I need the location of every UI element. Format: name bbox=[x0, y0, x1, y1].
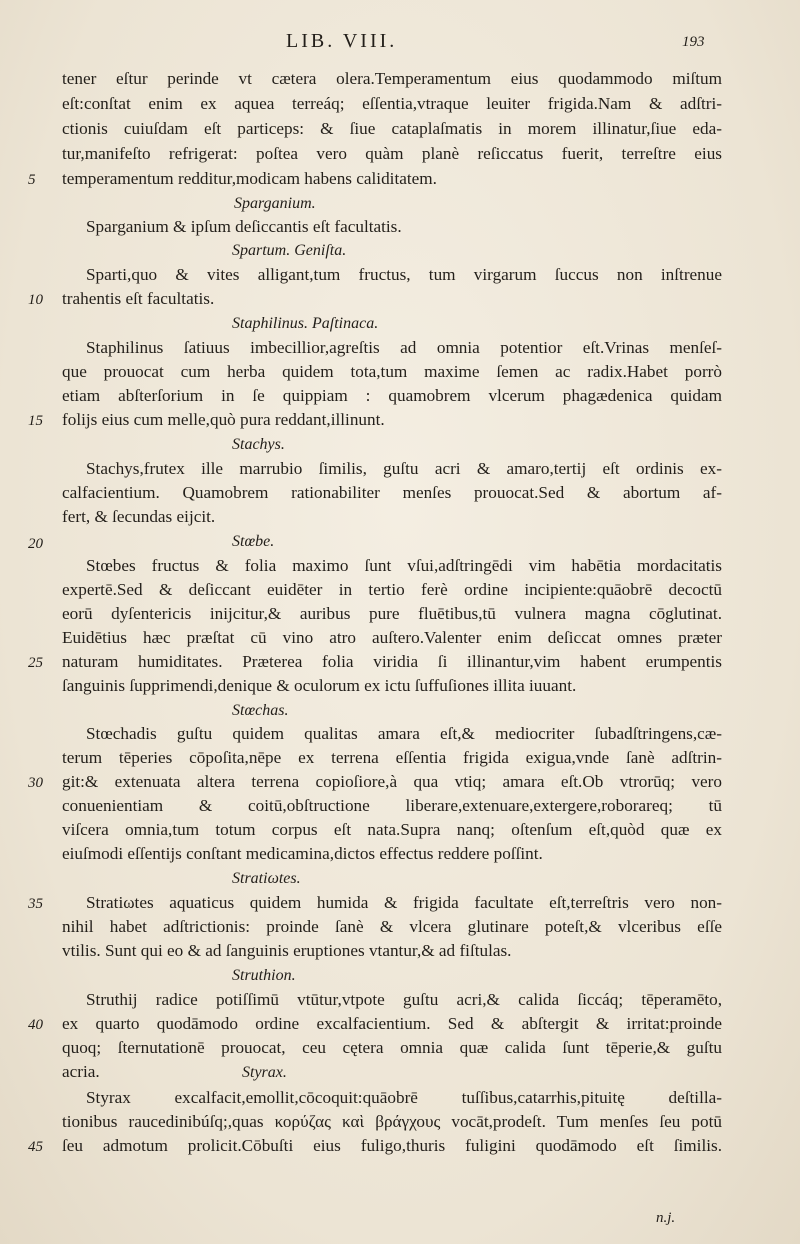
text-line: fert, & ſecundas eijcit. bbox=[62, 507, 216, 526]
text-line: git:& extenuata altera terrena copioſiore,à qua vtiq; amara eſt.Ob vtrorūq; vero bbox=[62, 772, 722, 791]
text-line: Struthij radice potiſſimū vtūtur,vtpote guſtu acri,& calida ſiccáq; tēperamēto, bbox=[86, 990, 722, 1009]
catchword: n.j. bbox=[656, 1210, 676, 1226]
text-line: etiam abſterſorium in ſe quippiam : quamobrem vlcerum phagædenica quidam bbox=[62, 386, 722, 405]
text-line: conuenientiam & coitū,obſtructione liberare,extenuare,extergere,roborareq; tū bbox=[62, 796, 722, 815]
text-line: tur,manifeſto refrigerat: poſtea vero quàm planè reſiccatus fuerit, terreſtre eius bbox=[62, 144, 722, 163]
entry-heading: Spartum. Geniſta. bbox=[232, 242, 347, 259]
page-number: 193 bbox=[682, 34, 705, 50]
text-line: calfacientium. Quamobrem rationabiliter menſes prouocat.Sed & abortum af- bbox=[62, 483, 722, 502]
text-line: eſt:conſtat enim ex aquea terreáq; eſſentia,vtraque leuiter frigida.Nam & adſtri- bbox=[62, 94, 722, 113]
text-line: expertē.Sed & deſiccant euidēter in tertio ferè ordine incipiente:quāobrē decoctū bbox=[62, 580, 722, 599]
text-line: tener eſtur perinde vt cætera olera.Temperamentum eius quodammodo miſtum bbox=[62, 69, 722, 88]
line-number: 15 bbox=[28, 413, 43, 429]
text-line: eorū dyſentericis inijcitur,& auribus pure fluētibus,tū vulnera magna cōglutinat. bbox=[62, 604, 722, 623]
entry-heading: Stachys. bbox=[232, 436, 285, 453]
text-line: eiuſmodi eſſentijs conſtant medicamina,dictos effectus reddere poſſint. bbox=[62, 844, 543, 863]
entry-heading: Stratiωtes. bbox=[232, 870, 301, 887]
text-line: Stachys,frutex ille marrubio ſimilis, guſtu acri & amaro,tertij eſt ordinis ex- bbox=[86, 459, 722, 478]
text-line: nihil habet adſtrictionis: proinde ſanè & vlcera glutinare poteſt,& vlceribus eſſe bbox=[62, 917, 722, 936]
page-header bbox=[0, 30, 800, 56]
text-line: folijs eius cum melle,quò pura reddant,illinunt. bbox=[62, 410, 385, 429]
text-line: ex quarto quodāmodo ordine excalfacientium. Sed & abſtergit & irritat:proinde bbox=[62, 1014, 722, 1033]
text-line: ctionis cuiuſdam eſt particeps: & ſiue cataplaſmatis in morem illinatur,ſiue eda- bbox=[62, 119, 722, 138]
text-line: quoq; ſternutationē prouocat, ceu cętera omnia quæ calida ſunt tēperie,& guſtu bbox=[62, 1038, 722, 1057]
text-line: ſanguinis ſupprimendi,denique & oculorum ex ictu ſuffuſiones illita iuuant. bbox=[62, 676, 577, 695]
text-line: que prouocat cum herba quidem tota,tum maxime ſemen ac radix.Habet porrò bbox=[62, 362, 722, 381]
text-line: Staphilinus ſatiuus imbecillior,agreſtis ad omnia potentior eſt.Vrinas menſeſ- bbox=[86, 338, 722, 357]
entry-heading: Sparganium. bbox=[234, 195, 316, 212]
entry-heading: Stœchas. bbox=[232, 702, 289, 719]
text-line: ſeu admotum prolicit.Cōbuſti eius fuligo,thuris fuligini quodāmodo eſt ſimilis. bbox=[62, 1136, 722, 1155]
text-line: temperamentum redditur,modicam habens caliditatem. bbox=[62, 169, 437, 188]
text-line: vtilis. Sunt qui eo & ad ſanguinis eruptiones vtantur,& ad fiſtulas. bbox=[62, 941, 512, 960]
text-line: Sparti,quo & vites alligant,tum fructus, tum virgarum ſuccus non inſtrenue bbox=[86, 265, 722, 284]
text-line: tionibus raucedinibúſq;,quas κορύζας καὶ βράγχους vocāt,prodeſt. Tum menſes ſeu potū bbox=[62, 1112, 722, 1131]
text-line: Stratiωtes aquaticus quidem humida & frigida facultate eſt,terreſtris vero non- bbox=[86, 893, 722, 912]
entry-heading: Staphilinus. Paſtinaca. bbox=[232, 315, 379, 332]
text-line: Sparganium & ipſum deſiccantis eſt facultatis. bbox=[86, 217, 402, 236]
entry-heading: Styrax. bbox=[242, 1064, 287, 1081]
line-number: 30 bbox=[28, 775, 43, 791]
line-number: 45 bbox=[28, 1139, 43, 1155]
line-number: 10 bbox=[28, 292, 43, 308]
text-line: acria. bbox=[62, 1062, 100, 1081]
text-line: trahentis eſt facultatis. bbox=[62, 289, 215, 308]
text-line: viſcera omnia,tum totum corpus eſt nata.Supra nanq; oſtenſum eſt,quòd quæ ex bbox=[62, 820, 722, 839]
entry-heading: Stœbe. bbox=[232, 533, 275, 550]
line-number: 25 bbox=[28, 655, 43, 671]
line-number: 35 bbox=[28, 896, 43, 912]
text-line: naturam humiditates. Præterea folia viridia ſi illinantur,vim habent erumpentis bbox=[62, 652, 722, 671]
text-line: Styrax excalfacit,emollit,cōcoquit:quāobrē tuſſibus,catarrhis,pituitę deſtilla- bbox=[86, 1088, 722, 1107]
line-number: 5 bbox=[28, 172, 36, 188]
entry-heading: Struthion. bbox=[232, 967, 296, 984]
running-title: LIB. VIII. bbox=[286, 30, 398, 52]
text-line: terum tēperies cōpoſita,nēpe ex terrena eſſentia frigida exigua,vnde ſanè adſtrin- bbox=[62, 748, 722, 767]
line-number: 40 bbox=[28, 1017, 43, 1033]
text-line: Stœbes fructus & folia maximo ſunt vſui,adſtringēdi vim habētia mordacitatis bbox=[86, 556, 722, 575]
text-line: Stœchadis guſtu quidem qualitas amara eſt,& mediocriter ſubadſtringens,cæ- bbox=[86, 724, 722, 743]
text-line: Euidētius hæc præſtat cū vino atro auſtero.Valenter enim deſiccat omnes præter bbox=[62, 628, 722, 647]
line-number: 20 bbox=[28, 536, 43, 552]
